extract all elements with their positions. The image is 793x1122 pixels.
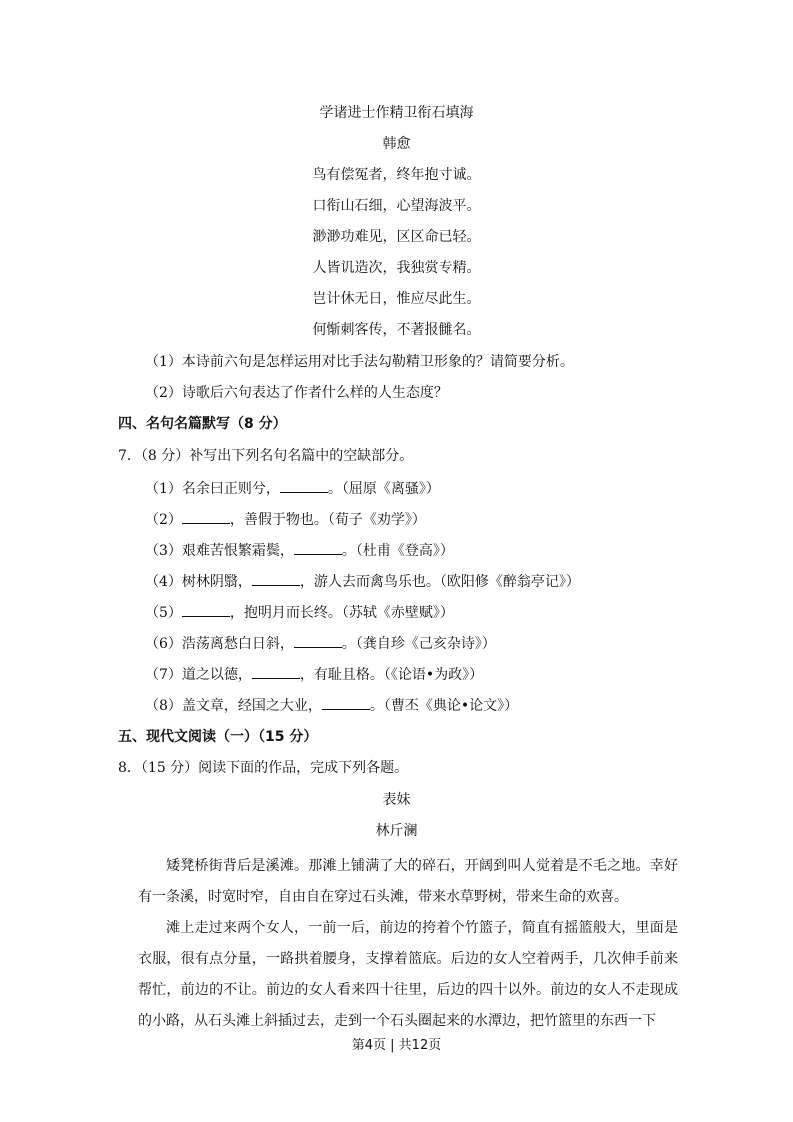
fill-blank-item-8 [145,695,518,716]
blank-line [252,571,300,586]
fill-blank-item-2 [145,509,426,530]
poem-line: 鸟有偿冤者，终年抱寸诚。 [312,167,481,183]
fill-blank-item-4 [145,571,580,592]
section-5-heading: 五、现代文阅读（一）（15 分） [118,729,318,745]
item-pre: （8）盖文章，经国之大业， [145,698,322,714]
item-pre: （4）树林阴翳， [145,574,252,590]
poem-author: 韩愈 [382,136,411,152]
story-author: 林斤澜 [375,823,418,839]
poem-line: 何惭刺客传，不著报雠名。 [312,322,481,338]
poem-title: 学诸进士作精卫衔石填海 [319,105,474,121]
section-4-heading: 四、名句名篇默写（8 分） [118,416,287,432]
poem-line: 人皆讥造次，我独赏专精。 [312,260,481,276]
item-post: 。（杜甫《登高》） [341,543,454,559]
fill-blank-item-3 [145,540,454,561]
story-title: 表妹 [382,792,411,808]
item-pre: （3）艰难苦恨繁霜鬓， [145,543,294,559]
question-7-prompt: 7．（8 分）补写出下列名句名篇中的空缺部分。 [118,448,414,464]
poem-question-1: （1）本诗前六句是怎样运用对比手法勾勒精卫形象的？请简要分析。 [145,354,574,370]
question-8-prompt: 8．（15 分）阅读下面的作品，完成下列各题。 [118,760,409,776]
item-post: ，有耻且格。（《论语•为政》） [299,667,484,683]
item-post: 。（龚自珍《己亥杂诗》） [341,636,496,652]
item-pre: （7）道之以德， [145,667,252,683]
poem-question-2: （2）诗歌后六句表达了作者什么样的人生态度？ [145,385,448,401]
story-paragraph-1: 矮凳桥街背后是溪滩。那滩上铺满了大的碎石，开阔到叫人觉着是不毛之地。幸好有一条溪，时宽时窄，自由自在穿过石头滩，带来水草野树，带来生命的欢喜。 [138,858,678,905]
blank-line [294,633,342,648]
blank-line [182,602,230,617]
item-pre: （1）名余曰正则兮， [145,481,280,497]
story-paragraph-2: 滩上走过来两个女人，一前一后，前边的挎着个竹篮子，简直有摇篮般大，里面是衣服，很有点分量，一路拱着腰身，支撑着篮底。后边的女人空着两手，几次伸手前来帮忙，前边的不让。前边的女人看来四十往里，后边的四十以外。前边的女人不走现成的小路，从石头滩上斜插过去，走到一个石头圈起来的水潭边，把竹篮里的东西一下 [138,920,678,1029]
blank-line [280,478,328,493]
poem-line: 口衔山石细，心望海波平。 [312,198,481,214]
fill-blank-item-5 [145,602,454,623]
item-post: ，抱明月而长终。（苏轼《赤壁赋》） [229,605,454,621]
item-pre: （6）浩荡离愁白日斜， [145,636,294,652]
item-post: 。（屈原《离骚》） [327,481,440,497]
blank-line [182,509,230,524]
poem-line: 岂计休无日，惟应尽此生。 [312,291,481,307]
blank-line [322,695,370,710]
item-pre: （5） [145,605,182,621]
item-post: ，善假于物也。（荀子《劝学》） [229,512,426,528]
item-pre: （2） [145,512,182,528]
blank-line [294,540,342,555]
fill-blank-item-7 [145,664,483,685]
page-footer: 第4页 | 共12页 [351,1038,442,1053]
fill-blank-item-1 [145,478,440,499]
item-post: 。（曹丕《典论•论文》） [369,698,519,714]
item-post: ，游人去而禽鸟乐也。（欧阳修《醉翁亭记》） [299,574,580,590]
poem-line: 渺渺功难见，区区命已轻。 [312,229,481,245]
fill-blank-item-6 [145,633,496,654]
blank-line [252,664,300,679]
